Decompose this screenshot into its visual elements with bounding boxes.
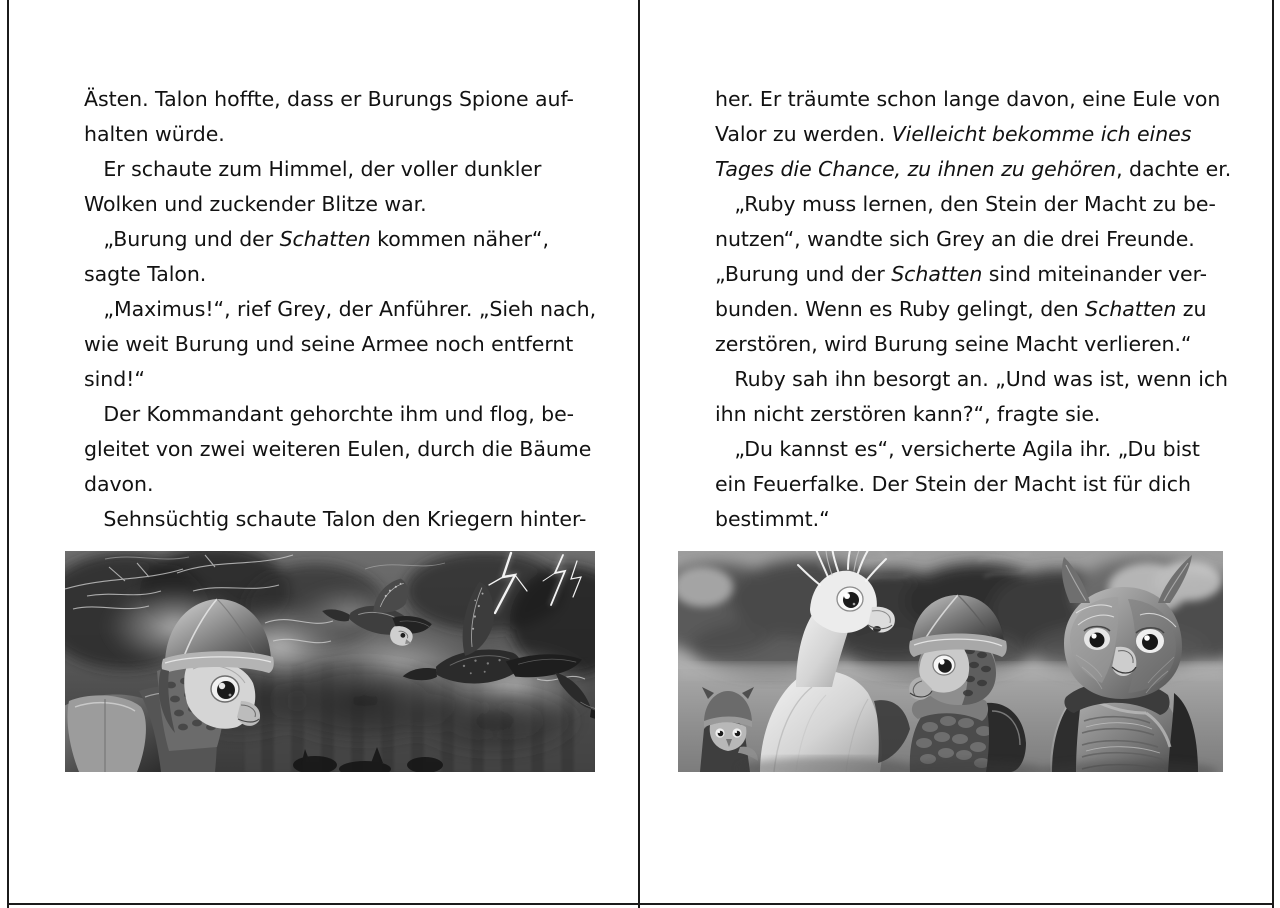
right-page-illustration — [678, 551, 1223, 772]
text-line: Wolken und zuckender Blitze war. — [84, 192, 427, 216]
text-line: ihn nicht zerstören kann?“, fragte sie. — [715, 402, 1101, 426]
text-line: gleitet von zwei weiteren Eulen, durch die Bäume — [84, 437, 592, 461]
text-line: „Maximus!“, rief Grey, der Anführer. „Sieh nach, — [84, 297, 597, 321]
text-line: ein Feuerfalke. Der Stein der Macht ist für dich — [715, 472, 1191, 496]
text-line: Der Kommandant gehorchte ihm und flog, be- — [84, 402, 575, 426]
left-page — [9, 0, 638, 908]
text-line: Tages die Chance, zu ihnen zu gehören, dachte er. — [715, 157, 1232, 181]
text-line: Valor zu werden. Vielleicht bekomme ich eines — [715, 122, 1192, 146]
text-line: Ästen. Talon hoffte, dass er Burungs Spione auf- — [84, 87, 574, 111]
text-line: Ruby sah ihn besorgt an. „Und was ist, wenn ich — [715, 367, 1229, 391]
text-line: sagte Talon. — [84, 262, 207, 286]
right-page — [640, 0, 1272, 908]
text-line: davon. — [84, 472, 154, 496]
text-line: „Du kannst es“, versicherte Agila ihr. „Du bist — [715, 437, 1200, 461]
text-line: „Burung und der Schatten sind miteinander ver- — [715, 262, 1208, 286]
text-line: bestimmt.“ — [715, 507, 830, 531]
text-line: bunden. Wenn es Ruby gelingt, den Schatten zu — [715, 297, 1207, 321]
text-line: „Burung und der Schatten kommen näher“, — [84, 227, 549, 251]
text-line: nutzen“, wandte sich Grey an die drei Freunde. — [715, 227, 1195, 251]
text-line: Er schaute zum Himmel, der voller dunkler — [84, 157, 542, 181]
storm-scene-svg — [65, 551, 595, 772]
text-line: Sehnsüchtig schaute Talon den Kriegern hinter- — [84, 507, 587, 531]
left-page-body-text — [84, 82, 596, 537]
left-page-illustration — [65, 551, 595, 772]
text-line: zerstören, wird Burung seine Macht verlieren.“ — [715, 332, 1192, 356]
text-line: halten würde. — [84, 122, 225, 146]
right-page-body-text — [715, 82, 1231, 537]
text-line: sind!“ — [84, 367, 145, 391]
eagle-owl-character — [1050, 555, 1198, 772]
group-portrait-svg — [678, 551, 1223, 772]
right-illustration-artwork — [678, 551, 1223, 772]
text-line: wie weit Burung und seine Armee noch entfernt — [84, 332, 574, 356]
text-line: her. Er träumte schon lange davon, eine Eule von — [715, 87, 1221, 111]
left-illustration-artwork — [65, 551, 595, 772]
text-line: „Ruby muss lernen, den Stein der Macht zu be- — [715, 192, 1216, 216]
page-border-right — [1272, 0, 1274, 908]
